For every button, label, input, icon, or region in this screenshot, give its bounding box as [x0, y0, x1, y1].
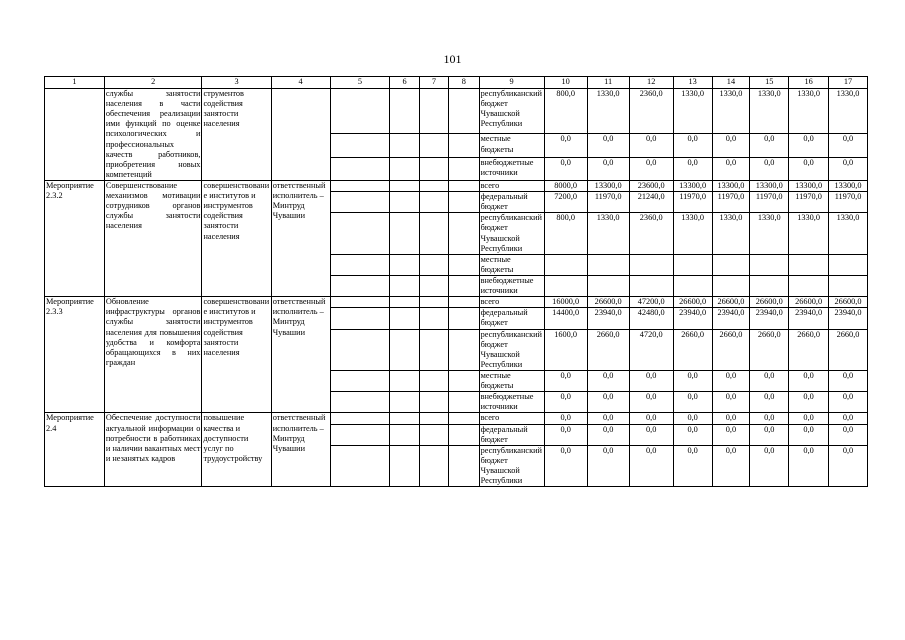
amount-cell: 0,0 [673, 370, 712, 391]
amount-cell: 1330,0 [587, 89, 629, 134]
empty-cell [390, 157, 419, 180]
amount-cell: 4720,0 [629, 329, 673, 370]
empty-cell [390, 275, 419, 296]
amount-cell: 0,0 [587, 134, 629, 157]
empty-cell [419, 424, 448, 445]
amount-cell: 0,0 [673, 445, 712, 486]
empty-cell [419, 134, 448, 157]
column-header: 11 [587, 77, 629, 89]
amount-cell: 0,0 [789, 392, 829, 413]
empty-cell [449, 192, 479, 213]
amount-cell: 0,0 [750, 392, 789, 413]
amount-cell: 1330,0 [712, 89, 750, 134]
empty-cell [449, 445, 479, 486]
funding-source: внебюджетные источники [479, 157, 544, 180]
header-row [45, 77, 868, 89]
funding-source: федеральный бюджет [479, 192, 544, 213]
empty-cell [449, 213, 479, 254]
amount-cell: 0,0 [789, 424, 829, 445]
empty-cell [449, 424, 479, 445]
amount-cell: 0,0 [629, 445, 673, 486]
amount-cell: 13300,0 [750, 180, 789, 191]
empty-cell [449, 413, 479, 424]
funding-source: федеральный бюджет [479, 308, 544, 329]
amount-cell: 26600,0 [712, 297, 750, 308]
amount-cell: 13300,0 [829, 180, 868, 191]
amount-cell: 26600,0 [587, 297, 629, 308]
column-header: 1 [45, 77, 105, 89]
amount-cell: 0,0 [829, 413, 868, 424]
column-header: 16 [789, 77, 829, 89]
amount-cell: 23940,0 [789, 308, 829, 329]
empty-cell [419, 329, 448, 370]
column-header: 9 [479, 77, 544, 89]
funding-source: республиканский бюджет Чувашской Республики [479, 213, 544, 254]
funding-source: местные бюджеты [479, 370, 544, 391]
measure-goal: совершенствование институтов и инструментов содействия занятости населения [202, 180, 271, 296]
amount-cell: 11970,0 [712, 192, 750, 213]
amount-cell: 0,0 [587, 370, 629, 391]
amount-cell: 11970,0 [673, 192, 712, 213]
measure-name: Совершенствование механизмов мотивации сотрудников органов службы занятости населения [104, 180, 202, 296]
amount-cell: 0,0 [544, 134, 587, 157]
column-header: 10 [544, 77, 587, 89]
amount-cell [789, 254, 829, 275]
empty-cell [419, 308, 448, 329]
empty-cell [419, 180, 448, 191]
empty-cell [330, 134, 390, 157]
empty-cell [449, 308, 479, 329]
amount-cell: 0,0 [750, 370, 789, 391]
amount-cell: 0,0 [587, 424, 629, 445]
amount-cell: 26600,0 [750, 297, 789, 308]
funding-source: федеральный бюджет [479, 424, 544, 445]
empty-cell [419, 297, 448, 308]
budget-table [44, 76, 868, 487]
amount-cell: 1330,0 [673, 89, 712, 134]
amount-cell: 0,0 [629, 157, 673, 180]
amount-cell: 0,0 [829, 157, 868, 180]
empty-cell [419, 254, 448, 275]
empty-cell [330, 370, 390, 391]
empty-cell [390, 424, 419, 445]
amount-cell: 7200,0 [544, 192, 587, 213]
measure-executor: ответственный исполнитель – Минтруд Чувашии [271, 413, 330, 487]
empty-cell [330, 180, 390, 191]
amount-cell: 0,0 [750, 157, 789, 180]
amount-cell: 1330,0 [750, 213, 789, 254]
empty-cell [419, 89, 448, 134]
amount-cell: 0,0 [544, 392, 587, 413]
amount-cell: 0,0 [712, 134, 750, 157]
amount-cell: 0,0 [587, 157, 629, 180]
empty-cell [390, 192, 419, 213]
empty-cell [449, 180, 479, 191]
amount-cell: 2360,0 [629, 213, 673, 254]
empty-cell [449, 275, 479, 296]
column-header: 5 [330, 77, 390, 89]
amount-cell: 0,0 [712, 424, 750, 445]
column-header: 13 [673, 77, 712, 89]
amount-cell [629, 254, 673, 275]
table-row [45, 297, 868, 308]
amount-cell [587, 254, 629, 275]
empty-cell [449, 370, 479, 391]
amount-cell: 23940,0 [673, 308, 712, 329]
empty-cell [330, 424, 390, 445]
measure-executor: ответственный исполнитель – Минтруд Чувашии [271, 297, 330, 413]
amount-cell [750, 275, 789, 296]
column-header: 4 [271, 77, 330, 89]
empty-cell [449, 392, 479, 413]
empty-cell [419, 192, 448, 213]
amount-cell: 2660,0 [712, 329, 750, 370]
empty-cell [419, 370, 448, 391]
empty-cell [449, 254, 479, 275]
amount-cell: 26600,0 [829, 297, 868, 308]
amount-cell [829, 275, 868, 296]
empty-cell [449, 89, 479, 134]
amount-cell: 21240,0 [629, 192, 673, 213]
table-row [45, 89, 868, 134]
amount-cell: 0,0 [629, 424, 673, 445]
amount-cell: 1330,0 [750, 89, 789, 134]
measure-code: Мероприятие 2.3.3 [45, 297, 105, 413]
empty-cell [419, 213, 448, 254]
amount-cell: 2660,0 [750, 329, 789, 370]
empty-cell [449, 329, 479, 370]
amount-cell: 1330,0 [673, 213, 712, 254]
amount-cell: 0,0 [673, 413, 712, 424]
empty-cell [419, 392, 448, 413]
amount-cell [544, 275, 587, 296]
amount-cell: 1600,0 [544, 329, 587, 370]
empty-cell [330, 445, 390, 486]
amount-cell: 0,0 [673, 157, 712, 180]
amount-cell: 23600,0 [629, 180, 673, 191]
amount-cell: 1330,0 [587, 213, 629, 254]
measure-code: Мероприятие 2.3.2 [45, 180, 105, 296]
amount-cell: 0,0 [629, 370, 673, 391]
funding-source: республиканский бюджет Чувашской Республики [479, 89, 544, 134]
empty-cell [390, 370, 419, 391]
amount-cell: 13300,0 [587, 180, 629, 191]
amount-cell: 0,0 [629, 392, 673, 413]
measure-executor [271, 89, 330, 181]
empty-cell [390, 180, 419, 191]
empty-cell [449, 297, 479, 308]
amount-cell: 0,0 [789, 445, 829, 486]
measure-executor: ответственный исполнитель – Минтруд Чувашии [271, 180, 330, 296]
amount-cell: 11970,0 [587, 192, 629, 213]
amount-cell: 0,0 [750, 424, 789, 445]
amount-cell: 2660,0 [673, 329, 712, 370]
amount-cell: 23940,0 [750, 308, 789, 329]
column-header: 2 [104, 77, 202, 89]
empty-cell [419, 275, 448, 296]
empty-cell [419, 157, 448, 180]
amount-cell: 0,0 [789, 134, 829, 157]
amount-cell: 0,0 [829, 134, 868, 157]
column-header: 14 [712, 77, 750, 89]
amount-cell: 8000,0 [544, 180, 587, 191]
amount-cell: 0,0 [587, 413, 629, 424]
funding-source: внебюджетные источники [479, 392, 544, 413]
funding-source: республиканский бюджет Чувашской Республики [479, 329, 544, 370]
amount-cell: 0,0 [789, 370, 829, 391]
funding-source: местные бюджеты [479, 134, 544, 157]
amount-cell: 0,0 [712, 445, 750, 486]
amount-cell [829, 254, 868, 275]
empty-cell [330, 308, 390, 329]
empty-cell [419, 445, 448, 486]
amount-cell [712, 254, 750, 275]
amount-cell: 0,0 [712, 370, 750, 391]
amount-cell [629, 275, 673, 296]
amount-cell: 26600,0 [673, 297, 712, 308]
empty-cell [330, 297, 390, 308]
amount-cell: 14400,0 [544, 308, 587, 329]
empty-cell [330, 413, 390, 424]
empty-cell [390, 297, 419, 308]
measure-goal: совершенствование институтов и инструментов содействия занятости населения [202, 297, 271, 413]
amount-cell: 0,0 [673, 392, 712, 413]
amount-cell: 13300,0 [789, 180, 829, 191]
column-header: 8 [449, 77, 479, 89]
measure-name: Обеспечение доступности актуальной информации о потребности в работниках и наличии вакантных мест и незанятых кадров [104, 413, 202, 487]
measure-name: Обновление инфраструктуры органов службы занятости населения для повышения удобства и комфорта обращающихся в них граждан [104, 297, 202, 413]
amount-cell: 2360,0 [629, 89, 673, 134]
amount-cell [673, 254, 712, 275]
empty-cell [390, 445, 419, 486]
amount-cell: 2660,0 [829, 329, 868, 370]
amount-cell: 0,0 [750, 134, 789, 157]
funding-source: внебюджетные источники [479, 275, 544, 296]
amount-cell: 800,0 [544, 89, 587, 134]
amount-cell: 0,0 [673, 424, 712, 445]
amount-cell: 23940,0 [587, 308, 629, 329]
amount-cell: 0,0 [789, 157, 829, 180]
amount-cell: 0,0 [750, 445, 789, 486]
empty-cell [330, 192, 390, 213]
empty-cell [449, 157, 479, 180]
measure-goal: струментов содействия занятости населения [202, 89, 271, 181]
amount-cell: 0,0 [544, 370, 587, 391]
amount-cell: 0,0 [712, 392, 750, 413]
empty-cell [390, 134, 419, 157]
amount-cell: 0,0 [829, 370, 868, 391]
amount-cell: 1330,0 [712, 213, 750, 254]
amount-cell [673, 275, 712, 296]
amount-cell: 0,0 [587, 445, 629, 486]
amount-cell: 1330,0 [829, 89, 868, 134]
amount-cell: 11970,0 [789, 192, 829, 213]
amount-cell: 13300,0 [673, 180, 712, 191]
table-row [45, 413, 868, 424]
amount-cell: 42480,0 [629, 308, 673, 329]
amount-cell: 0,0 [712, 157, 750, 180]
amount-cell: 0,0 [789, 413, 829, 424]
amount-cell: 1330,0 [789, 213, 829, 254]
amount-cell: 0,0 [750, 413, 789, 424]
empty-cell [419, 413, 448, 424]
funding-source: всего [479, 413, 544, 424]
amount-cell: 26600,0 [789, 297, 829, 308]
amount-cell: 0,0 [544, 157, 587, 180]
empty-cell [330, 254, 390, 275]
empty-cell [330, 275, 390, 296]
amount-cell: 13300,0 [712, 180, 750, 191]
amount-cell: 0,0 [544, 424, 587, 445]
amount-cell: 0,0 [829, 424, 868, 445]
measure-name: службы занятости населения в части обеспечения реализации ими функций по оценке психологических и профессиональных качеств работников, приобретения новых компетенций [105, 89, 201, 179]
amount-cell [750, 254, 789, 275]
amount-cell: 2660,0 [587, 329, 629, 370]
column-header: 17 [829, 77, 868, 89]
amount-cell: 0,0 [629, 413, 673, 424]
empty-cell [330, 213, 390, 254]
amount-cell: 0,0 [712, 413, 750, 424]
column-header: 6 [390, 77, 419, 89]
empty-cell [330, 392, 390, 413]
empty-cell [330, 157, 390, 180]
amount-cell: 1330,0 [829, 213, 868, 254]
amount-cell: 0,0 [544, 445, 587, 486]
amount-cell: 47200,0 [629, 297, 673, 308]
amount-cell: 1330,0 [789, 89, 829, 134]
amount-cell: 0,0 [544, 413, 587, 424]
empty-cell [390, 413, 419, 424]
amount-cell: 800,0 [544, 213, 587, 254]
table-row [45, 180, 868, 191]
empty-cell [330, 329, 390, 370]
amount-cell: 0,0 [587, 392, 629, 413]
column-header: 12 [629, 77, 673, 89]
page-number: 101 [443, 52, 462, 66]
funding-source: местные бюджеты [479, 254, 544, 275]
measure-code [45, 89, 105, 181]
amount-cell: 16000,0 [544, 297, 587, 308]
empty-cell [390, 392, 419, 413]
amount-cell: 23940,0 [829, 308, 868, 329]
empty-cell [390, 308, 419, 329]
amount-cell [587, 275, 629, 296]
funding-source: республиканский бюджет Чувашской Республики [479, 445, 544, 486]
amount-cell: 23940,0 [712, 308, 750, 329]
measure-code: Мероприятие 2.4 [45, 413, 105, 487]
amount-cell: 0,0 [829, 392, 868, 413]
empty-cell [390, 89, 419, 134]
empty-cell [390, 254, 419, 275]
empty-cell [330, 89, 390, 134]
amount-cell: 2660,0 [789, 329, 829, 370]
funding-source: всего [479, 297, 544, 308]
column-header: 7 [419, 77, 448, 89]
funding-source: всего [479, 180, 544, 191]
amount-cell: 11970,0 [750, 192, 789, 213]
amount-cell [544, 254, 587, 275]
column-header: 3 [202, 77, 271, 89]
amount-cell: 11970,0 [829, 192, 868, 213]
empty-cell [390, 213, 419, 254]
amount-cell [789, 275, 829, 296]
column-header: 15 [750, 77, 789, 89]
empty-cell [449, 134, 479, 157]
amount-cell: 0,0 [629, 134, 673, 157]
amount-cell [712, 275, 750, 296]
amount-cell: 0,0 [673, 134, 712, 157]
measure-goal: повышение качества и доступности услуг по трудоустройству [202, 413, 271, 487]
empty-cell [390, 329, 419, 370]
amount-cell: 0,0 [829, 445, 868, 486]
